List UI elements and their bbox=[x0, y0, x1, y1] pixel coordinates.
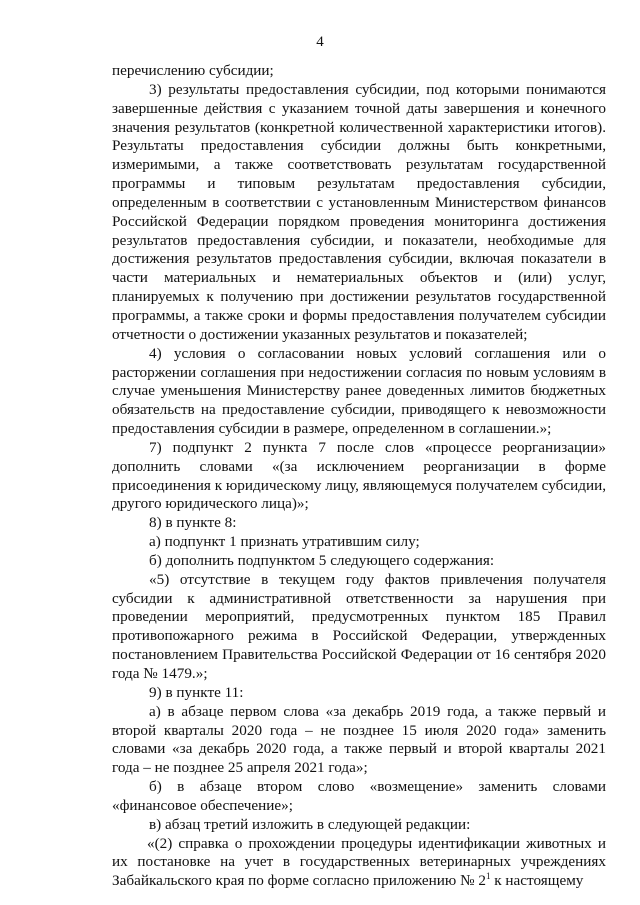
paragraph-9: а) в абзаце первом слова «за декабрь 2019 года, а также первый и второй кварталы 2020 года – не позднее 15 июля 2020 года» заменить словами «за декабрь 2020 года, а также первый и второй кварталы 2021 года – не позднее 25 апреля 2021 года»; bbox=[112, 702, 606, 777]
paragraph-0: перечислению субсидии; bbox=[112, 62, 274, 79]
paragraph-12 bbox=[112, 835, 606, 892]
superscript-mark: 1 bbox=[485, 871, 491, 882]
paragraph-11: в) абзац третий изложить в следующей редакции: bbox=[149, 815, 471, 833]
paragraph-4: 8) в пункте 8: bbox=[149, 514, 237, 532]
paragraph-12-text: «(2) справка о прохождении процедуры идентификации животных и их постановке на учет в государственных ветеринарных учреждениях Забайкальского края по форме согласно приложению № 2 bbox=[112, 834, 606, 890]
paragraph-8: 9) в пункте 11: bbox=[149, 683, 244, 701]
paragraph-10: б) в абзаце втором слово «возмещение» заменить словами «финансовое обеспечение»; bbox=[112, 778, 606, 814]
paragraph-1: 3) результаты предоставления субсидии, под которыми понимаются завершенные действия с указанием точной даты завершения и конечного значения результатов (конкретной количественной характеристики итогов). Результаты предоставления субсидии должны быть конкретными, измеримыми, а также соответствовать результатам государственной программы и типовым результатам предоставления субсидии, определенным в соответствии с установленным Министерством финансов Российской Федерации порядком проведения мониторинга достижения результатов предоставления субсидии, и показатели, необходимые для достижения результатов предоставления субсидии, включая показатели в части материальных и нематериальных объектов и (или) услуг, планируемых к получению при достижении результатов государственной программы, а также сроки и формы предоставления получателем субсидии отчетности о достижении указанных результатов и показателей; bbox=[112, 80, 606, 343]
document-body bbox=[112, 62, 606, 891]
paragraph-2: 4) условия о согласовании новых условий соглашения или о расторжении соглашения при недостижении согласия по новым условиям в случае уменьшения Министерству ранее доведенных лимитов бюджетных обязательств на предоставление субсидии, приводящего к невозможности предоставления субсидии в размере, определенном в соглашении.»; bbox=[112, 344, 606, 438]
paragraph-3: 7) подпункт 2 пункта 7 после слов «процессе реорганизации» дополнить словами «(за исключением реорганизации в форме присоединения к юридическому лицу, являющемуся получателем субсидии, другого юридического лица)»; bbox=[112, 438, 606, 513]
paragraph-5: а) подпункт 1 признать утратившим силу; bbox=[149, 533, 420, 551]
paragraph-12-continuation: к настоящему bbox=[490, 872, 584, 890]
page-number: 4 bbox=[316, 34, 324, 50]
paragraph-7: «5) отсутствие в текущем году фактов привлечения получателя субсидии к административной ответственности за нарушения при проведении мероприятий, предусмотренных пунктом 185 Правил противопожарного режима в Российской Федерации, утвержденных постановлением Правительства Российской Федерации от 16 сентября 2020 года № 1479.»; bbox=[112, 570, 606, 682]
paragraph-6: б) дополнить подпунктом 5 следующего содержания: bbox=[149, 551, 495, 569]
